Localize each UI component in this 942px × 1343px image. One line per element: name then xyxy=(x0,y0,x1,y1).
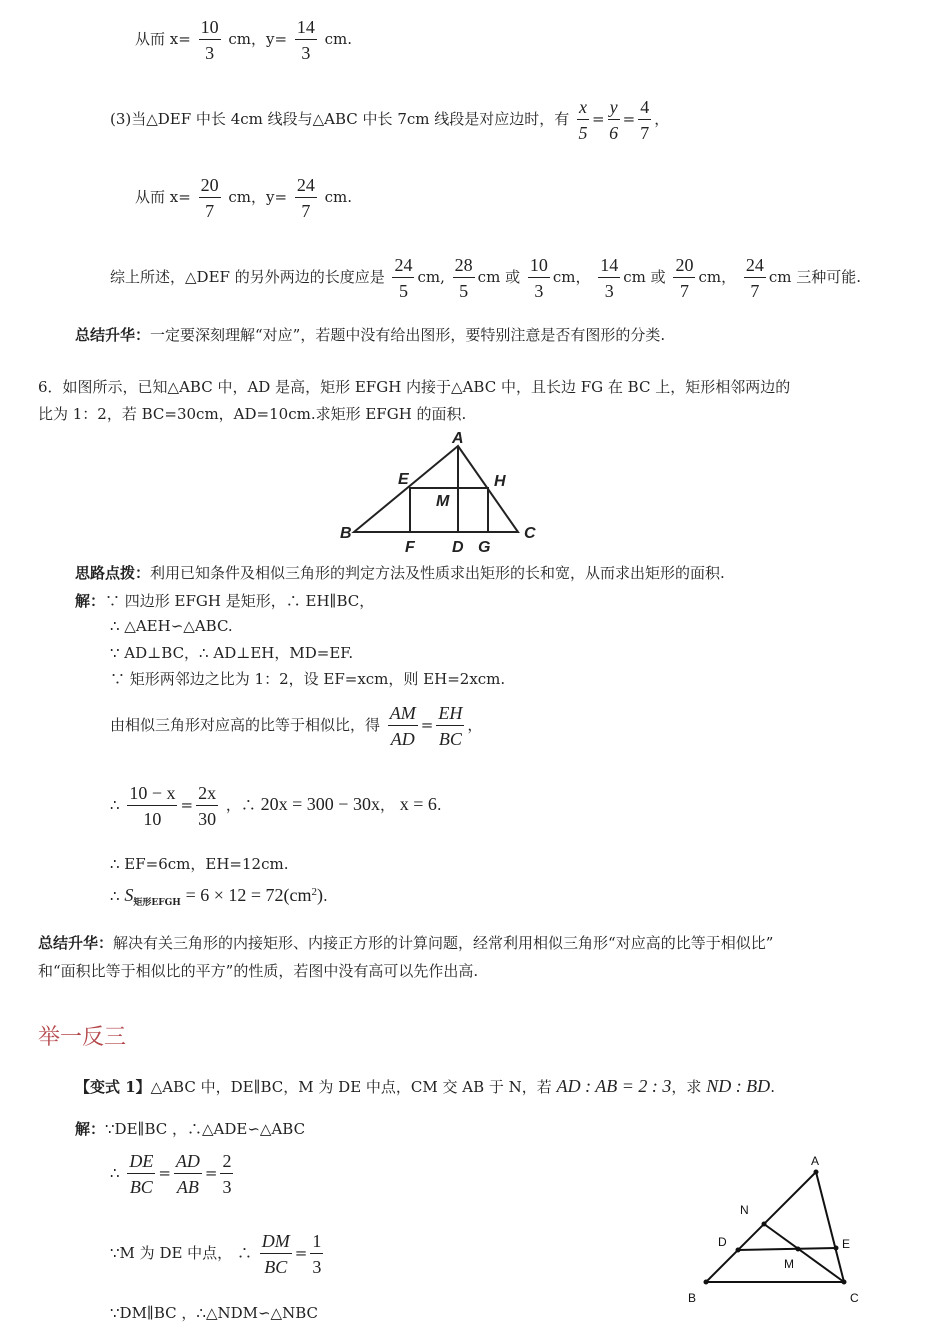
text: cm，y= xyxy=(228,188,288,206)
summary-label: 总结升华： xyxy=(38,934,114,952)
triangle-midpoint-figure xyxy=(680,1150,870,1310)
label-f: F xyxy=(405,539,415,556)
solution-line5: 由相似三角形对应高的比等于相似比，得 $\frac{AM}{AD}$ = $\frac{EH}{BC}$ ， xyxy=(110,703,483,749)
label-b: B xyxy=(340,525,352,542)
variant-solution-line1: 解：∵DE∥BC ，∴△ADE∽△ABC xyxy=(75,1120,306,1138)
fraction: $\frac{y}{6}$ xyxy=(609,97,619,143)
fraction: $\frac{EH}{BC}$ xyxy=(438,703,463,749)
fraction: $\frac{10 - x}{10}$ xyxy=(129,783,176,829)
area-symbol: S xyxy=(124,885,134,905)
text: cm，y= xyxy=(228,30,288,48)
point-e xyxy=(834,1246,839,1251)
fraction: $\frac{14}{3}$ xyxy=(600,255,619,301)
text: (3)当△DEF 中长 4cm 线段与△ABC 中长 7cm 线段是对应边时，有 xyxy=(110,110,570,128)
point-d xyxy=(736,1248,741,1253)
summary-2-line1: 总结升华：解决有关三角形的内接矩形、内接正方形的计算问题，经常利用相似三角形“对应高的比等于相似比” xyxy=(38,934,774,952)
label-m: M xyxy=(436,493,450,510)
solution-line1: 解：∵ 四边形 EFGH 是矩形，∴ EH∥BC， xyxy=(75,592,375,610)
fraction: $\frac{1}{3}$ xyxy=(312,1231,322,1277)
question-6-line1: 6．如图所示，已知△ABC 中，AD 是高，矩形 EFGH 内接于△ABC 中，且长边 FG 在 BC 上，矩形相邻两边的 xyxy=(38,378,791,396)
solution-line4: ∵ 矩形两邻边之比为 1：2，设 EF=xcm，则 EH=2xcm. xyxy=(110,670,506,688)
hint-label: 思路点拨： xyxy=(75,564,151,582)
fraction: $\frac{2}{3}$ xyxy=(222,1151,232,1197)
text: cm. xyxy=(324,188,352,206)
fraction: $\frac{20}{7}$ xyxy=(675,255,694,301)
variant-solution-line2: ∴ $\frac{DE}{BC}$ = $\frac{AD}{AB}$ = $\frac{2}{3}$ xyxy=(110,1151,232,1197)
point-b xyxy=(704,1280,709,1285)
label-e: E xyxy=(842,1237,851,1251)
equation: = 6 × 12 = 72(cm xyxy=(185,885,312,905)
hint xyxy=(75,562,725,583)
segment-de xyxy=(738,1248,836,1250)
label-n: N xyxy=(740,1203,749,1217)
triangle-rectangle-figure xyxy=(330,428,550,560)
solution-line7: ∴ EF=6cm，EH=12cm. xyxy=(110,855,289,873)
fraction-y: $\frac{24}{7}$ xyxy=(296,175,315,221)
text: 从而 x= xyxy=(135,30,191,48)
fraction: $\frac{DE}{BC}$ xyxy=(129,1151,154,1197)
fraction: $\frac{AM}{AD}$ xyxy=(389,703,416,749)
fraction: $\frac{2x}{30}$ xyxy=(198,783,217,829)
label-g: G xyxy=(478,539,491,556)
fraction-x: $\frac{10}{3}$ xyxy=(200,17,219,63)
summary-label: 总结升华： xyxy=(75,326,151,344)
text: cm. xyxy=(324,30,352,48)
label-m: M xyxy=(784,1257,794,1271)
label-a: A xyxy=(811,1154,820,1168)
equation: x = 6 xyxy=(399,794,437,814)
text: 从而 x= xyxy=(135,188,191,206)
summary-2-line2: 和“面积比等于相似比的平方”的性质，若图中没有高可以先作出高. xyxy=(38,962,479,980)
fraction-x: $\frac{20}{7}$ xyxy=(200,175,219,221)
summary-1 xyxy=(75,324,665,345)
solution-line3: ∵ AD⊥BC，∴ AD⊥EH，MD=EF. xyxy=(110,644,354,662)
variant-solution-line4: ∵DM∥BC ，∴△NDM∽△NBC xyxy=(110,1304,319,1322)
ratio-expression: ND : BD xyxy=(706,1076,771,1096)
line-p3 xyxy=(135,176,352,220)
label-b: B xyxy=(688,1291,697,1305)
label-a: A xyxy=(452,430,464,447)
solution-line6: ∴ $\frac{10 - x}{10}$ = $\frac{2x}{30}$ ，∴ 20x = 300 − 30x， x = 6. xyxy=(110,783,442,829)
fraction: $\frac{24}{5}$ xyxy=(394,255,413,301)
solution-line2: ∴ △AEH∽△ABC. xyxy=(110,617,233,635)
solution-label: 解： xyxy=(75,592,106,610)
solution-label: 解： xyxy=(75,1120,106,1138)
line-p1 xyxy=(135,18,352,62)
point-c xyxy=(842,1280,847,1285)
variant-label: 【变式 1】 xyxy=(75,1078,151,1096)
variant-solution-line3: ∵M 为 DE 中点， ∴ $\frac{DM}{BC}$ = $\frac{1}{3}$ xyxy=(110,1231,322,1277)
label-e: E xyxy=(398,471,409,488)
point-a xyxy=(814,1170,819,1175)
point-m xyxy=(796,1247,801,1252)
hint-text: 利用已知条件及相似三角形的判定方法及性质求出矩形的长和宽，从而求出矩形的面积. xyxy=(150,564,725,582)
fraction: $\frac{28}{5}$ xyxy=(454,255,473,301)
label-d: D xyxy=(452,539,464,556)
point-n xyxy=(762,1222,767,1227)
fraction: $\frac{x}{5}$ xyxy=(578,97,588,143)
triangle-abc xyxy=(706,1172,844,1282)
fraction: $\frac{AD}{AB}$ xyxy=(175,1151,200,1197)
fraction: $\frac{24}{7}$ xyxy=(745,255,764,301)
fraction: $\frac{10}{3}$ xyxy=(529,255,548,301)
solution-line8: ∴ $S_{矩形EFGH} = 6 \times 12 = 72(cm^2)$. xyxy=(110,885,328,908)
fraction: $\frac{4}{7}$ xyxy=(640,97,650,143)
line-p4: 综上所述，△DEF 的另外两边的长度应是 $\frac{24}{5}$ cm, $\frac{28}{5}$ cm 或 $\frac{10}{3}$ cm， $\frac{14}{3}$ cm 或 $\frac{20}{7}$ cm， $\frac{24}{7}$ cm 三种可能. xyxy=(110,255,862,301)
text: 综上所述，△DEF 的另外两边的长度应是 xyxy=(110,268,385,286)
fraction-y: $\frac{14}{3}$ xyxy=(296,17,315,63)
label-c: C xyxy=(524,525,536,542)
label-h: H xyxy=(494,473,506,490)
ratio-expression: AD : AB = 2 : 3 xyxy=(556,1076,672,1096)
line-p2: (3)当△DEF 中长 4cm 线段与△ABC 中长 7cm 线段是对应边时，有 $\frac{x}{5}$ = $\frac{y}{6}$ = $\frac{4}{7}$ ， xyxy=(110,97,670,143)
label-d: D xyxy=(718,1235,727,1249)
fraction: $\frac{DM}{BC}$ xyxy=(261,1231,290,1277)
equation: 20x = 300 − 30x xyxy=(260,794,380,814)
variant-1: 【变式 1】△ABC 中，DE∥BC，M 为 DE 中点，CM 交 AB 于 N，若 AD : AB = 2 : 3，求 ND : BD. xyxy=(75,1076,775,1096)
section-title: 举一反三 xyxy=(38,1025,127,1050)
question-6-line2: 比为 1：2，若 BC=30cm，AD=10cm.求矩形 EFGH 的面积. xyxy=(38,405,467,423)
summary-text: 一定要深刻理解“对应”，若题中没有给出图形，要特别注意是否有图形的分类. xyxy=(150,326,666,344)
label-c: C xyxy=(850,1291,859,1305)
